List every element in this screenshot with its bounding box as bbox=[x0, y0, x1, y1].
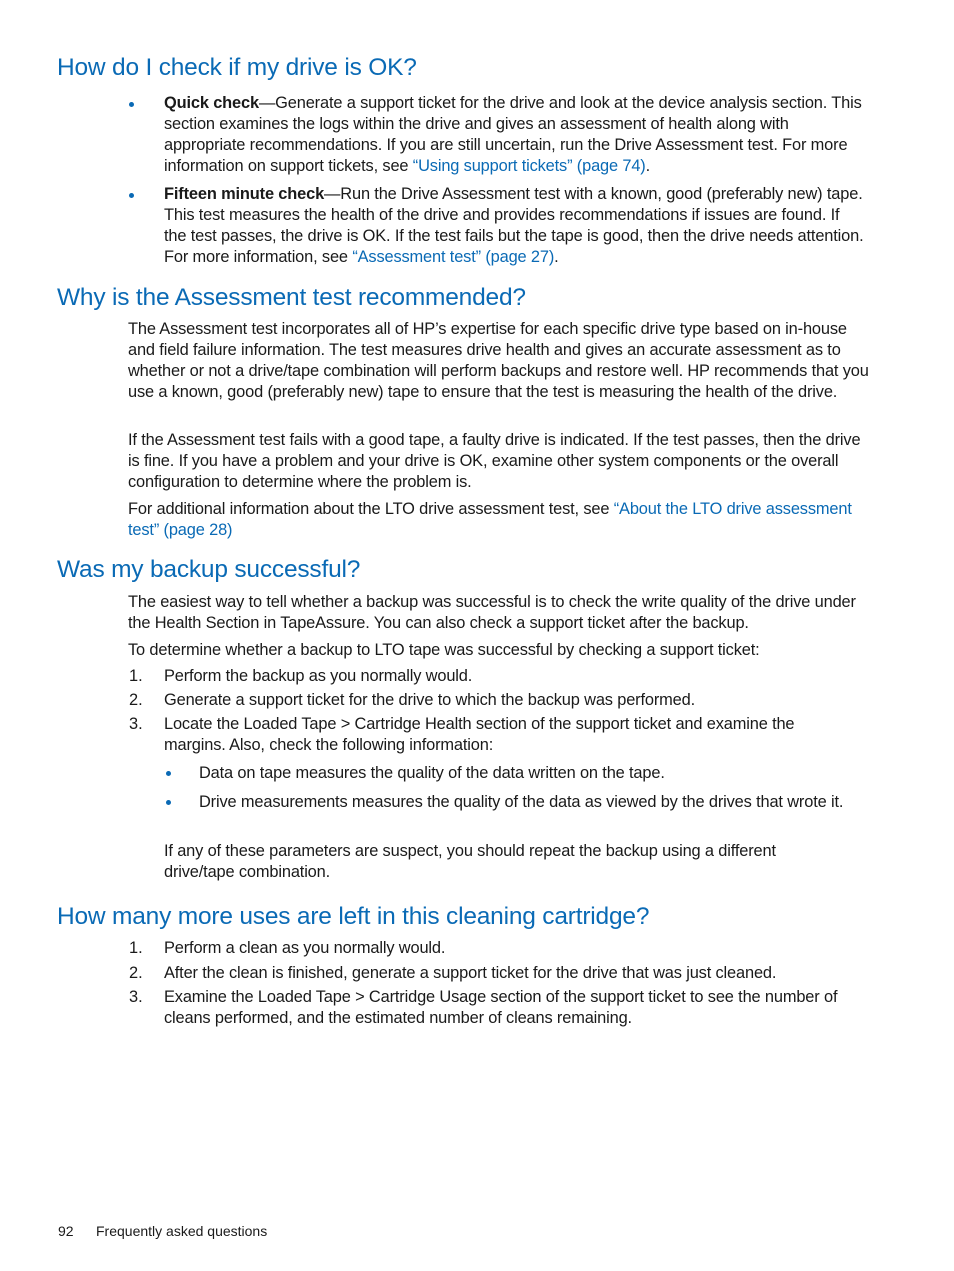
heading-assessment-recommended: Why is the Assessment test recommended? bbox=[57, 284, 526, 311]
step-number: 1. bbox=[129, 939, 143, 957]
backup-step-3: Locate the Loaded Tape > Cartridge Health section of the support ticket and examine the margins. Also, check the following information: bbox=[164, 715, 795, 754]
fifteen-minute-text: —Run the Drive Assessment test with a known, good (preferably new) tape. This test measures the health of the drive and provides recommendations if issues are found. If the test passes, the drive is OK. If the test fails but the tape is good, then the drive needs attention. For more information, see bbox=[164, 185, 864, 266]
bullet-icon bbox=[129, 102, 134, 107]
assessment-paragraph-2: If the Assessment test fails with a good tape, a faulty drive is indicated. If the test passes, then the drive is fine. If you have a problem and your drive is OK, examine other system components or the overall configuration to determine where the problem is. bbox=[128, 431, 861, 491]
step-number: 3. bbox=[129, 715, 143, 733]
bullet-icon bbox=[166, 771, 171, 776]
cleaning-step-1: Perform a clean as you normally would. bbox=[164, 939, 446, 957]
heading-backup-successful: Was my backup successful? bbox=[57, 556, 361, 583]
backup-paragraph-1: The easiest way to tell whether a backup was successful is to check the write quality of the drive under the Health Section in TapeAssure. You can also check a support ticket after the backup. bbox=[128, 593, 856, 632]
heading-cleaning-cartridge: How many more uses are left in this cleaning cartridge? bbox=[57, 903, 650, 930]
backup-step-1: Perform the backup as you normally would. bbox=[164, 667, 473, 685]
quick-check-text: —Generate a support ticket for the drive and look at the device analysis section. This section examines the logs within the drive and gives an assessment of health along with appropriate recommendations. If you are still uncertain, run the Drive Assessment test. For more information on support tickets, see bbox=[164, 94, 862, 175]
cleaning-step-2: After the clean is finished, generate a support ticket for the drive that was just cleaned. bbox=[164, 964, 777, 982]
link-assessment-test[interactable]: “Assessment test” (page 27) bbox=[352, 248, 555, 266]
bullet-icon bbox=[129, 193, 134, 198]
fifteen-minute-label: Fifteen minute check bbox=[164, 185, 325, 203]
sub-bullet-data-on-tape: Data on tape measures the quality of the data written on the tape. bbox=[199, 764, 665, 782]
link-using-support-tickets[interactable]: “Using support tickets” (page 74) bbox=[412, 157, 646, 175]
assessment-paragraph-3: For additional information about the LTO drive assessment test, see “About the LTO drive assessment test” (page 28) bbox=[128, 500, 852, 539]
fifteen-minute-paragraph: Fifteen minute check—Run the Drive Assessment test with a known, good (preferably new) tape. This test measures the health of the drive and provides recommendations if issues are found. If the test passes, the drive is OK. If the test fails but the tape is good, then the drive needs attention. For more information, see “Assessment test” (page 27). bbox=[164, 185, 864, 266]
bullet-icon bbox=[166, 800, 171, 805]
link-about-lto-assessment[interactable]: “About the LTO drive assessment test” (page 28) bbox=[128, 500, 852, 539]
heading-drive-ok: How do I check if my drive is OK? bbox=[57, 54, 417, 81]
footer-section-name: Frequently asked questions bbox=[96, 1223, 268, 1239]
backup-paragraph-2: To determine whether a backup to LTO tape was successful by checking a support ticket: bbox=[128, 641, 760, 659]
sub-bullet-drive-measurements: Drive measurements measures the quality of the data as viewed by the drives that wrote it. bbox=[199, 793, 844, 811]
step-number: 1. bbox=[129, 667, 143, 685]
page-number: 92 bbox=[58, 1223, 74, 1239]
step-number: 2. bbox=[129, 691, 143, 709]
quick-check-paragraph: Quick check—Generate a support ticket for the drive and look at the device analysis section. This section examines the logs within the drive and gives an assessment of health along with appropriate recommendations. If you are still uncertain, run the Drive Assessment test. For more information on support tickets, see “Using support tickets” (page 74). bbox=[164, 94, 862, 175]
quick-check-label: Quick check bbox=[164, 94, 259, 112]
cleaning-step-3: Examine the Loaded Tape > Cartridge Usage section of the support ticket to see the number of cleans performed, and the estimated number of cleans remaining. bbox=[164, 988, 838, 1027]
backup-note: If any of these parameters are suspect, you should repeat the backup using a different drive/tape combination. bbox=[164, 842, 776, 881]
step-number: 2. bbox=[129, 964, 143, 982]
assessment-paragraph-1: The Assessment test incorporates all of HP’s expertise for each specific drive type based on in-house and field failure information. The test measures drive health and gives an accurate assessment as to whether or not a drive/tape combination will perform backups and restore well. HP recommends that you use a known, good (preferably new) tape to ensure that the test is measuring the health of the drive. bbox=[128, 320, 869, 401]
step-number: 3. bbox=[129, 988, 143, 1006]
backup-step-2: Generate a support ticket for the drive to which the backup was performed. bbox=[164, 691, 695, 709]
